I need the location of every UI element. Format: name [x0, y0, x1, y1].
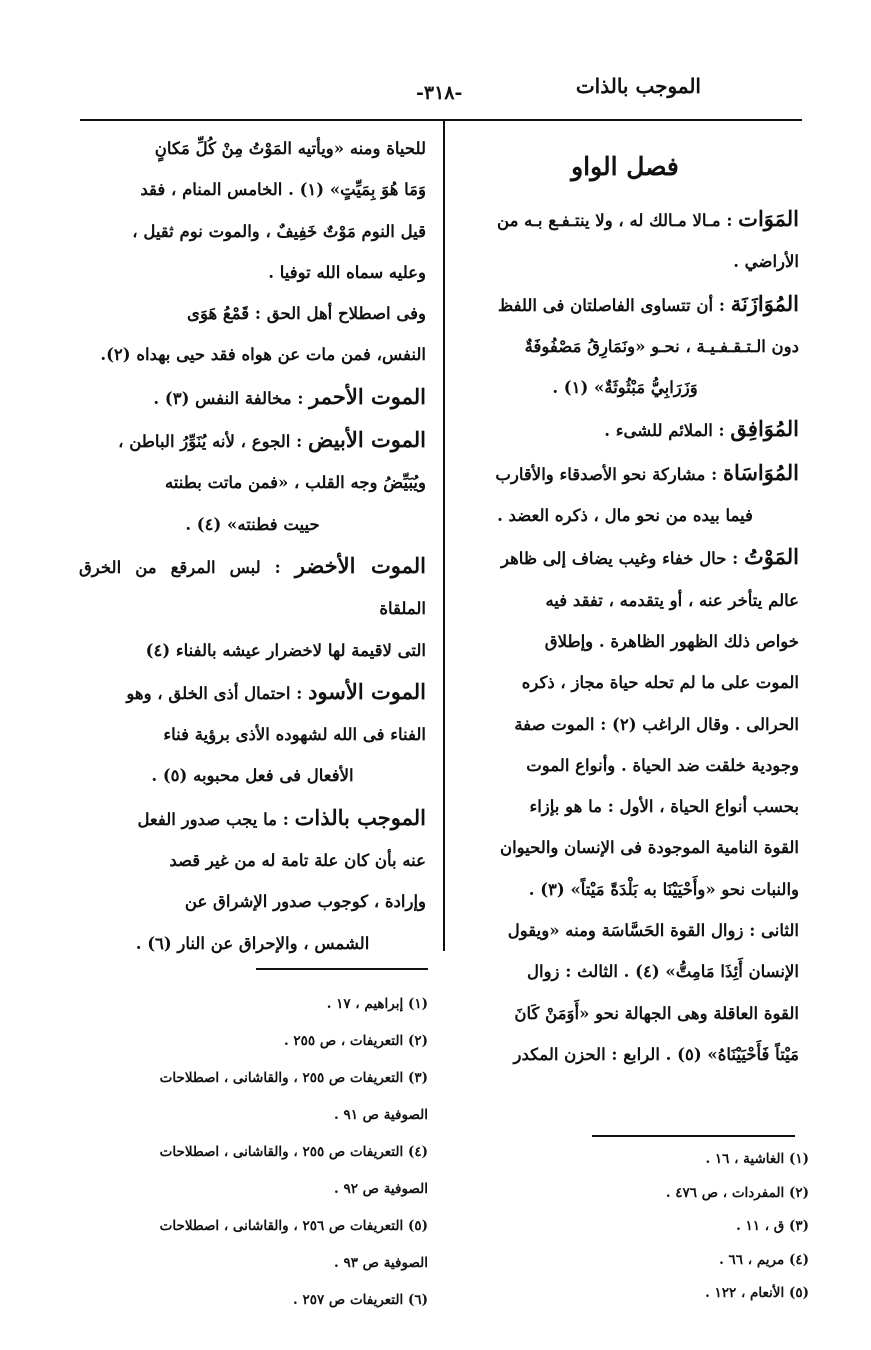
entry-text: : مخالفة النفس (٣) . — [153, 388, 304, 408]
entry-muwazana — [451, 283, 799, 326]
entry-text: : احتمال أذى الخلق ، وهو — [126, 683, 303, 703]
entry-term: الموت الأبيض — [307, 427, 426, 453]
istilah-line: النفس، فمن مات عن هواه فقد حيى بهداه (٢). — [100, 345, 426, 365]
entry-text: : لبس المرقع من الخرق الملقاة — [79, 557, 426, 619]
entry-term: المُوَافِق — [730, 416, 799, 442]
footnote: (٤) التعريفات ص ٢٥٥ ، والقاشانى ، اصطلاحات — [159, 1144, 428, 1160]
entry-term: الموت الأحمر — [309, 383, 426, 409]
entry-line: القوة العاقلة وهى الجهالة نحو «أَوَمَنْ كَانَ — [514, 1003, 799, 1023]
entry-line: دون الـتـقـفـيـة ، نحـو «ونَمَارِقُ مَصْفُوفَةٌ — [524, 336, 799, 356]
entry-line: وإرادة ، كوجوب صدور الإشراق عن — [184, 892, 426, 912]
entry-line: عالم يتأخر عنه ، أو يتقدمه ، تفقد فيه — [545, 590, 799, 610]
entry-muwafiq — [451, 408, 799, 451]
footnote: (١) إبراهيم ، ١٧ . — [326, 996, 428, 1012]
entry-line: فيما بيده من نحو مال ، ذكره العضد . — [497, 506, 753, 526]
entry-white-death — [79, 419, 426, 462]
footnote: (٤) مريم ، ٦٦ . — [719, 1251, 809, 1268]
entry-line: الحرالى . وقال الراغب (٢) : الموت صفة — [514, 714, 799, 734]
entry-term: المُوَازَنَة — [730, 290, 799, 316]
entry-line: مَيْتاً فَأَحْيَيْنَاهُ» (٥) . الرابع : الحزن المكدر — [513, 1044, 799, 1064]
entry-text: : مـالا مـالك له ، ولا ينتـفـع بـه من — [497, 211, 733, 230]
entry-line: الأفعال فى فعل محبوبه (٥) . — [151, 766, 354, 786]
entry-text: : أن تتساوى الفاصلتان فى اللفظ — [497, 295, 725, 315]
footnotes-right — [509, 1143, 809, 1311]
body-line: للحياة ومنه «ويأتيه المَوْتُ مِنْ كُلِّ مَكانٍ — [154, 139, 426, 158]
footnote: (٣) ق ، ١١ . — [736, 1218, 809, 1235]
entry-mujib-bil-dhat — [79, 797, 426, 840]
entry-mawat — [451, 198, 799, 241]
footnote-cont: الصوفية ص ٩٣ . — [334, 1255, 428, 1271]
entry-black-death — [79, 671, 426, 714]
footnote: (٥) التعريفات ص ٢٥٦ ، والقاشانى ، اصطلاحات — [159, 1218, 428, 1234]
entry-term: الموت الأخضر — [294, 552, 426, 578]
entry-text: : مشاركة نحو الأصدقاء والأقارب — [495, 464, 718, 484]
footnote: (٥) الأنعام ، ١٢٢ . — [705, 1285, 809, 1302]
entry-line: وَزَرَابِيُّ مَبْثُوثَةٌ» (١) . — [552, 378, 698, 398]
entry-text: : الملائم للشىء . — [604, 421, 725, 441]
footnote-rule-left — [256, 968, 428, 970]
entry-red-death — [79, 376, 426, 419]
entry-line: ويُبَيِّضُ وجه القلب ، «فمن ماتت بطنته — [164, 473, 426, 493]
column-divider — [443, 121, 445, 951]
footnote: (٦) التعريفات ص ٢٥٧ . — [293, 1292, 428, 1308]
body-line: وَمَا هُوَ بِمَيِّتٍ» (١) . الخامس المنام ، فقد — [140, 180, 426, 200]
entry-line: الإنسان أَئِذَا مَامِتُّ» (٤) . الثالث : زوال — [527, 962, 799, 982]
entry-line: التى لاقيمة لها لاخضرار عيشه بالفناء (٤) — [145, 640, 426, 660]
running-head: الموجب بالذات — [575, 74, 701, 98]
entry-term: المَوَات — [738, 206, 799, 231]
entry-line: الثانى : زوال القوة الحَسَّاسَة ومنه «ويقول — [507, 921, 799, 941]
entry-line: بحسب أنواع الحياة ، الأول : ما هو بإزاء — [529, 797, 799, 817]
footnote: (١) الغاشية ، ١٦ . — [705, 1151, 809, 1167]
entry-text: : ما يجب صدور الفعل — [137, 809, 289, 829]
entry-text: : الجوع ، لأنه يُنَوِّرُ الباطن ، — [118, 432, 303, 452]
footnote: (٣) التعريفات ص ٢٥٥ ، والقاشانى ، اصطلاحات — [159, 1070, 428, 1086]
right-column — [451, 122, 799, 1075]
entry-line: الفناء فى الله لشهوده الأذى برؤية فناء — [163, 725, 426, 745]
entry-line: عنه بأن كان علة تامة له من غير قصد — [169, 851, 426, 871]
page-number: -٣١٨- — [416, 82, 463, 104]
body-line: قيل النوم مَوْتٌ خَفِيفٌ ، والموت نوم ثقيل ، — [132, 221, 426, 241]
entry-text: : حال خفاء وغيب يضاف إلى ظاهر — [501, 549, 739, 569]
body-line: وعليه سماه الله توفيا . — [268, 262, 426, 282]
footnote: (٢) المفردات ، ص ٤٧٦ . — [665, 1184, 809, 1201]
left-column — [79, 128, 426, 964]
entry-term: المَوْتُ — [744, 544, 799, 570]
entry-line: الأراضي . — [733, 252, 799, 272]
header-rule — [80, 119, 802, 121]
entry-line: الشمس ، والإحراق عن النار (٦) . — [135, 933, 370, 953]
entry-green-death — [79, 545, 426, 630]
entry-line: القوة النامية الموجودة فى الإنسان والحيوان — [499, 838, 799, 858]
istilah-line: وفى اصطلاح أهل الحق : قَمْعُ هَوَى — [187, 304, 426, 324]
entry-line: الموت على ما لم تحله حياة مجاز ، ذكره — [521, 673, 799, 693]
footnote-rule-right — [592, 1135, 795, 1137]
entry-term: المُوَاسَاة — [722, 459, 799, 485]
footnote-cont: الصوفية ص ٩٢ . — [334, 1181, 428, 1197]
entry-term: الموجب بالذات — [294, 804, 426, 830]
footnote-cont: الصوفية ص ٩١ . — [334, 1107, 428, 1123]
entry-term: الموت الأسود — [308, 678, 426, 704]
entry-muwasat — [451, 452, 799, 495]
entry-line: والنبات نحو «وأَحْيَيْنَا به بَلْدَةً مَيْتاً» (٣) . — [528, 879, 799, 899]
footnote: (٢) التعريفات ، ص ٢٥٥ . — [283, 1033, 428, 1049]
section-heading: فصل الواو — [571, 152, 679, 181]
footnotes-left — [68, 986, 428, 1319]
entry-line: وجودية خلقت ضد الحياة . وأنواع الموت — [526, 755, 799, 775]
entry-line: حييت فطنته» (٤) . — [185, 514, 320, 534]
entry-mawt — [451, 536, 799, 579]
entry-line: خواص ذلك الظهور الظاهرة . وإطلاق — [544, 631, 799, 651]
